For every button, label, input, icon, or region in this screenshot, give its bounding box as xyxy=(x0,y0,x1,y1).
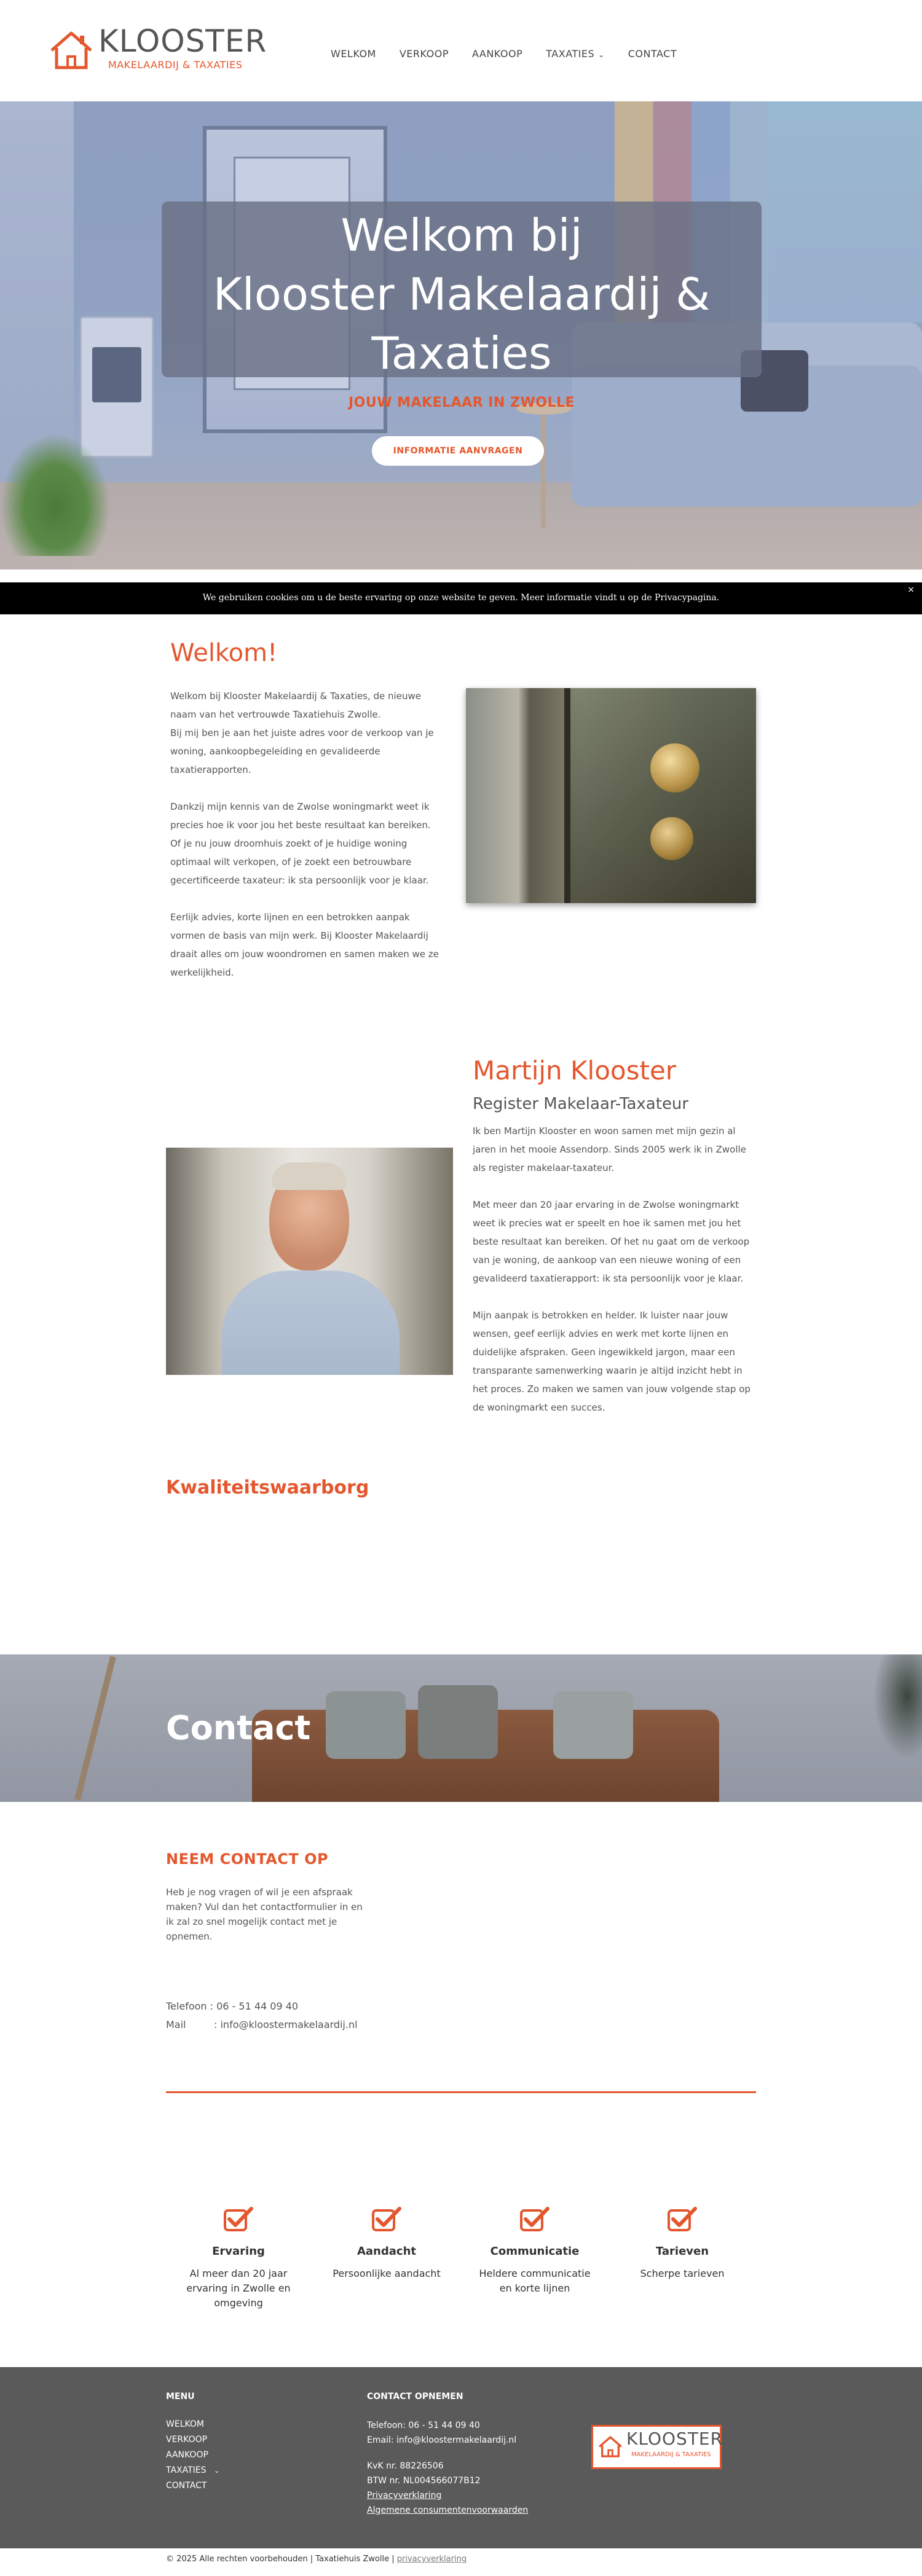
feature-title: Tarieven xyxy=(655,2245,709,2258)
nav-taxaties[interactable] xyxy=(546,48,604,60)
copyright-text: © 2025 Alle rechten voorbehouden | Taxatiehuis Zwolle | xyxy=(166,2554,395,2564)
check-icon xyxy=(371,2207,402,2231)
hero-photo-table-leg xyxy=(541,412,546,528)
agent-bio-p1: Ik ben Martijn Klooster en woon samen met mijn gezin al jaren in het mooie Assendorp. Sinds 2005 werk ik in Zwolle als register makelaar-taxateur. xyxy=(473,1126,746,1173)
nav-taxaties-label: TAXATIES xyxy=(546,48,595,60)
footer-email[interactable]: Email: info@kloostermakelaardij.nl xyxy=(367,2435,517,2445)
hero-title-line2: Klooster Makelaardij & xyxy=(213,268,711,320)
contact-mail-value[interactable]: : info@kloostermakelaardij.nl xyxy=(214,2019,358,2030)
agent-bio xyxy=(473,1122,755,1435)
welkom-p1b: Bij mij ben je aan het juiste adres voor de verkoop van je woning, aankoopbegeleiding en gevalideerde taxatierapporten. xyxy=(170,727,434,775)
cookie-bar xyxy=(0,582,922,614)
footer-link-verkoop[interactable]: VERKOOP xyxy=(166,2435,208,2445)
nav-welkom[interactable]: WELKOM xyxy=(331,48,376,60)
welkom-paragraph-3: Eerlijk advies, korte lijnen en een betrokken aanpak vormen de basis van mijn werk. Bij Klooster Makelaardij draait alles om jouw woondromen en samen maken we ze werkelijkheid. xyxy=(170,912,439,978)
site-logo[interactable] xyxy=(49,23,267,74)
door-knob-photo xyxy=(466,688,756,903)
feature-aandacht xyxy=(325,2207,448,2281)
footer-btw: BTW nr. NL004566077B12 xyxy=(367,2476,481,2486)
footer-logo-wordmark: KLOOSTER xyxy=(626,2429,723,2449)
close-icon[interactable]: × xyxy=(907,585,915,595)
site-footer xyxy=(0,2367,922,2564)
footer-phone: Telefoon: 06 - 51 44 09 40 xyxy=(367,2421,480,2430)
banner-overlay xyxy=(0,1654,922,1802)
door-knob xyxy=(650,743,699,793)
footer-link-taxaties[interactable] xyxy=(166,2465,219,2475)
hero-title-line3: Taxaties xyxy=(371,327,552,379)
hero-photo-stove-window xyxy=(92,347,141,402)
logo-wordmark: KLOOSTER xyxy=(98,23,267,59)
site-header xyxy=(0,0,922,101)
check-icon xyxy=(223,2207,254,2231)
check-icon xyxy=(519,2207,550,2231)
copyright xyxy=(166,2554,467,2564)
footer-logo[interactable] xyxy=(591,2425,722,2469)
footer-taxaties-label: TAXATIES xyxy=(166,2465,207,2475)
logo-tagline: MAKELAARDIJ & TAXATIES xyxy=(108,59,243,71)
feature-title: Ervaring xyxy=(212,2245,265,2258)
door-glass xyxy=(570,688,756,903)
hero-title-line1: Welkom bij xyxy=(341,209,583,261)
nav-aankoop[interactable]: AANKOOP xyxy=(471,48,523,60)
feature-desc: Al meer dan 20 jaar ervaring in Zwolle en omgeving xyxy=(186,2268,291,2309)
portrait-body xyxy=(221,1270,400,1375)
footer-logo-tagline: MAKELAARDIJ & TAXATIES xyxy=(631,2451,711,2458)
info-request-button[interactable]: INFORMATIE AANVRAGEN xyxy=(372,436,544,466)
agent-portrait-photo xyxy=(166,1148,453,1375)
welkom-p1a: Welkom bij Klooster Makelaardij & Taxaties, de nieuwe naam van het vertrouwde Taxatiehuis Zwolle. xyxy=(170,691,421,720)
feature-desc: Scherpe tarieven xyxy=(640,2268,725,2279)
hero-title xyxy=(162,206,762,383)
nav-verkoop[interactable]: VERKOOP xyxy=(399,48,449,60)
welkom-paragraph-2: Dankzij mijn kennis van de Zwolse woningmarkt weet ik precies hoe ik voor jou het beste resultaat kan bereiken. Of je nu jouw droomhuis zoekt of je huidige woning optimaal wilt verkopen, of je zoekt een betrouwbare gecertificeerde taxateur: ik sta persoonlijk voor je klaar. xyxy=(170,801,431,886)
nav-contact[interactable]: CONTACT xyxy=(628,48,677,60)
footer-contact-title: CONTACT OPNEMEN xyxy=(367,2392,463,2402)
footer-link-welkom[interactable]: WELKOM xyxy=(166,2419,205,2429)
feature-desc: Persoonlijke aandacht xyxy=(333,2268,441,2279)
footer-kvk: KvK nr. 88226506 xyxy=(367,2461,444,2471)
agent-bio-p2: Met meer dan 20 jaar ervaring in de Zwolse woningmarkt weet ik precies wat er speelt en hoe ik samen met jou het beste resultaat kan bereiken. Of het nu gaat om de verkoop van je woning, de aankoop van een nieuwe woning of een gevalideerd taxatierapport: ik sta persoonlijk voor je klaar. xyxy=(473,1199,750,1284)
contact-heading: NEEM CONTACT OP xyxy=(166,1850,329,1868)
cookie-text: We gebruiken cookies om u de beste ervaring op onze website te geven. Meer informatie vindt u op de Privacypagina. xyxy=(202,593,720,603)
footer-link-contact[interactable]: CONTACT xyxy=(166,2481,207,2491)
feature-title: Aandacht xyxy=(357,2245,416,2258)
welkom-text xyxy=(170,687,441,1000)
hero-subtitle: JOUW MAKELAAR IN ZWOLLE xyxy=(348,395,575,410)
door-frame xyxy=(564,688,570,903)
welkom-paragraph-1 xyxy=(170,687,441,779)
contact-text: Heb je nog vragen of wil je een afspraak maken? Vul dan het contactformulier in en ik zal zo snel mogelijk contact met je opnemen. xyxy=(166,1887,363,1942)
contact-divider xyxy=(166,2091,756,2093)
welkom-title: Welkom! xyxy=(170,639,278,667)
copyright-privacy-link[interactable]: privacyverklaring xyxy=(396,2554,467,2564)
hero-section xyxy=(0,101,922,570)
contact-mail-label: Mail xyxy=(166,2019,186,2030)
footer-menu-title: MENU xyxy=(166,2392,195,2402)
feature-ervaring xyxy=(177,2207,300,2311)
house-icon xyxy=(598,2434,623,2459)
agent-bio-p3: Mijn aanpak is betrokken en helder. Ik luister naar jouw wensen, geef eerlijk advies en werk met korte lijnen en duidelijke afspraken. Geen ingewikkeld jargon, maar een transparante samenwerking waarin je altijd inzicht hebt in het proces. Zo maken we samen van jouw volgende stap op de woningmarkt een succes. xyxy=(473,1310,751,1413)
agent-role: Register Makelaar-Taxateur xyxy=(473,1095,689,1113)
door-lock xyxy=(650,817,693,860)
feature-title: Communicatie xyxy=(490,2245,580,2258)
hero-photo-plant xyxy=(0,433,111,556)
footer-terms-link[interactable]: Algemene consumentenvoorwaarden xyxy=(367,2505,529,2515)
hero-photo-artwork-2 xyxy=(768,101,922,323)
contact-banner xyxy=(0,1654,922,1802)
feature-communicatie xyxy=(473,2207,596,2296)
footer-privacy-link[interactable]: Privacyverklaring xyxy=(367,2491,442,2500)
footer-link-aankoop[interactable]: AANKOOP xyxy=(166,2450,208,2460)
check-icon xyxy=(667,2207,698,2231)
chevron-down-icon: ⌄ xyxy=(598,50,605,59)
quality-title: Kwaliteitswaarborg xyxy=(166,1477,369,1498)
main-nav xyxy=(331,48,677,60)
contact-phone: Telefoon : 06 - 51 44 09 40 xyxy=(166,2000,299,2012)
contact-banner-title: Contact xyxy=(166,1709,311,1747)
feature-tarieven xyxy=(621,2207,744,2281)
chevron-down-icon: ⌄ xyxy=(214,2467,220,2475)
house-icon xyxy=(49,29,93,70)
feature-desc: Heldere communicatie en korte lijnen xyxy=(479,2268,591,2294)
agent-name: Martijn Klooster xyxy=(473,1055,677,1086)
contact-mail xyxy=(166,2019,358,2030)
portrait-hair xyxy=(272,1162,347,1190)
